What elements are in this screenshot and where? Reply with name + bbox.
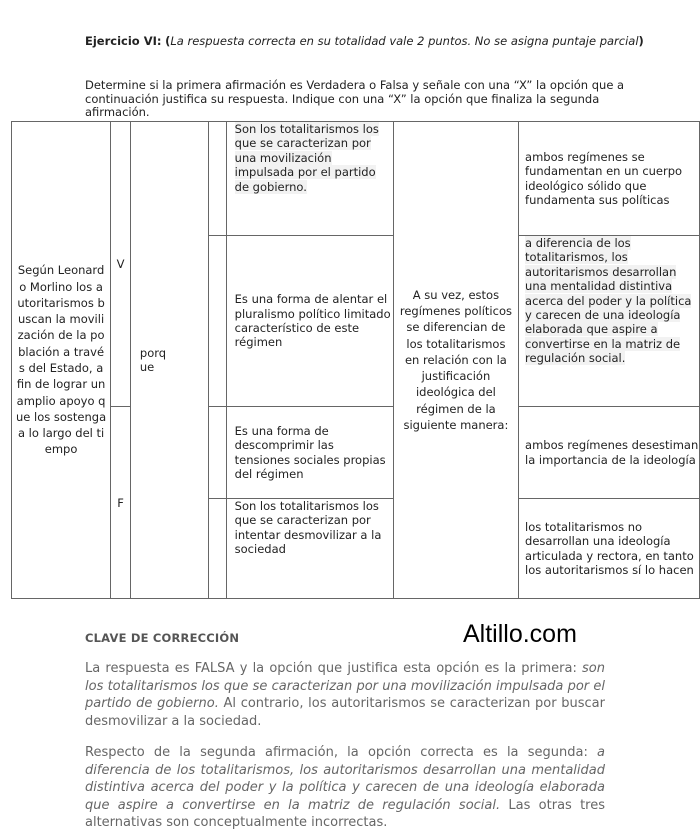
justification-text-1: Son los totalitarismos los que se caracterizan por una movilización impulsada por el partido de gobierno.: [234, 122, 379, 194]
answer-1-tail: Al contrario, los autoritarismos se caracterizan por buscar desmovilizar a la sociedad.: [85, 696, 605, 729]
completion-option-3[interactable]: [519, 407, 700, 499]
false-label: F: [117, 495, 124, 510]
exercise-instruction: La respuesta correcta en su totalidad vale 2 puntos. No se asigna puntaje parcial: [170, 34, 639, 48]
justification-text-4: Son los totalitarismos los que se caracterizan por intentar desmovilizar a la sociedad: [234, 499, 382, 557]
mark-box-justification-4[interactable]: [209, 499, 227, 599]
site-brand: Altillo.com: [463, 620, 577, 648]
mark-box-justification-1[interactable]: [209, 122, 227, 236]
answer-2-lead: Respecto de la segunda afirmación, la opción correcta es la segunda:: [85, 745, 588, 760]
connector-cell: [130, 122, 208, 599]
answer-paragraph-1: [85, 660, 605, 730]
second-statement-cell: [393, 122, 518, 599]
second-statement-text: A su vez, estos regímenes políticos se diferencian de los totalitarismos en relación con la justificación ideológica del régimen de la siguiente manera:: [399, 287, 512, 433]
justification-option-1[interactable]: [226, 122, 393, 236]
exercise-header: Ejercicio VI: (La respuesta correcta en su totalidad vale 2 puntos. No se asigna puntaje parcial): [85, 34, 644, 48]
mark-box-justification-2[interactable]: [209, 236, 227, 407]
answer-2-italic: a diferencia de los totalitarismos, los autoritarismos desarrollan una mentalidad distintiva acerca del poder y la política y carecen de una ideología elaborada que aspire a convertirse en la matriz de regulación social.: [85, 745, 605, 813]
answer-1-lead: La respuesta es FALSA y la opción que justifica esta opción es la primera:: [85, 661, 577, 676]
answer-2-tail: Las otras tres alternativas son conceptualmente incorrectas.: [85, 797, 605, 830]
exercise-label: Ejercicio VI:: [85, 34, 162, 48]
justification-option-3[interactable]: [226, 407, 393, 499]
justification-option-4[interactable]: [226, 499, 393, 599]
completion-option-2[interactable]: [519, 236, 700, 407]
justification-text-3: Es una forma de descomprimir las tensiones sociales propias del régimen: [234, 423, 386, 481]
true-option-cell[interactable]: [111, 122, 131, 407]
answer-1-italic: son los totalitarismos los que se caracterizan por una movilización impulsada por el partido de gobierno.: [85, 661, 605, 711]
exercise-intro: Determine si la primera afirmación es Verdadera o Falsa y señale con una “X” la opción que a continuación justifica su respuesta. Indique con una “X” la opción que finaliza la segunda afirmación.: [85, 78, 625, 119]
completion-text-1: ambos regímenes se fundamentan en un cuerpo ideológico sólido que fundamenta sus políticas: [525, 149, 683, 207]
completion-option-1[interactable]: [519, 122, 700, 236]
justification-text-2: Es una forma de alentar el pluralismo político limitado característico de este régimen: [234, 292, 391, 350]
answer-key-title: CLAVE DE CORRECCIÓN: [85, 631, 240, 645]
false-option-cell[interactable]: [111, 407, 131, 599]
completion-text-4: los totalitarismos no desarrollan una ideología articulada y rectora, en tanto los autoritarismos sí lo hacen: [525, 519, 694, 577]
exercise-table: [11, 121, 700, 599]
statement-cell: [12, 122, 111, 599]
statement-text: Según Leonardo Morlino los autoritarismos buscan la movilización de la población a través del Estado, a fin de lograr un amplio apoyo que los sostenga a lo largo del tiempo: [16, 263, 107, 457]
connector-text: porque: [139, 346, 167, 374]
completion-text-3: ambos regímenes desestiman la importancia de la ideología: [525, 438, 699, 467]
true-label: V: [116, 257, 125, 271]
answer-paragraph-2: [85, 744, 605, 832]
mark-box-justification-3[interactable]: [209, 407, 227, 499]
completion-option-4[interactable]: [519, 499, 700, 599]
justification-option-2[interactable]: [226, 236, 393, 407]
completion-text-2: a diferencia de los totalitarismos, los autoritarismos desarrollan una mentalidad distintiva acerca del poder y la política y carecen de una ideología elaborada que aspire a convertirse en la matriz de regulación social.: [525, 236, 692, 366]
